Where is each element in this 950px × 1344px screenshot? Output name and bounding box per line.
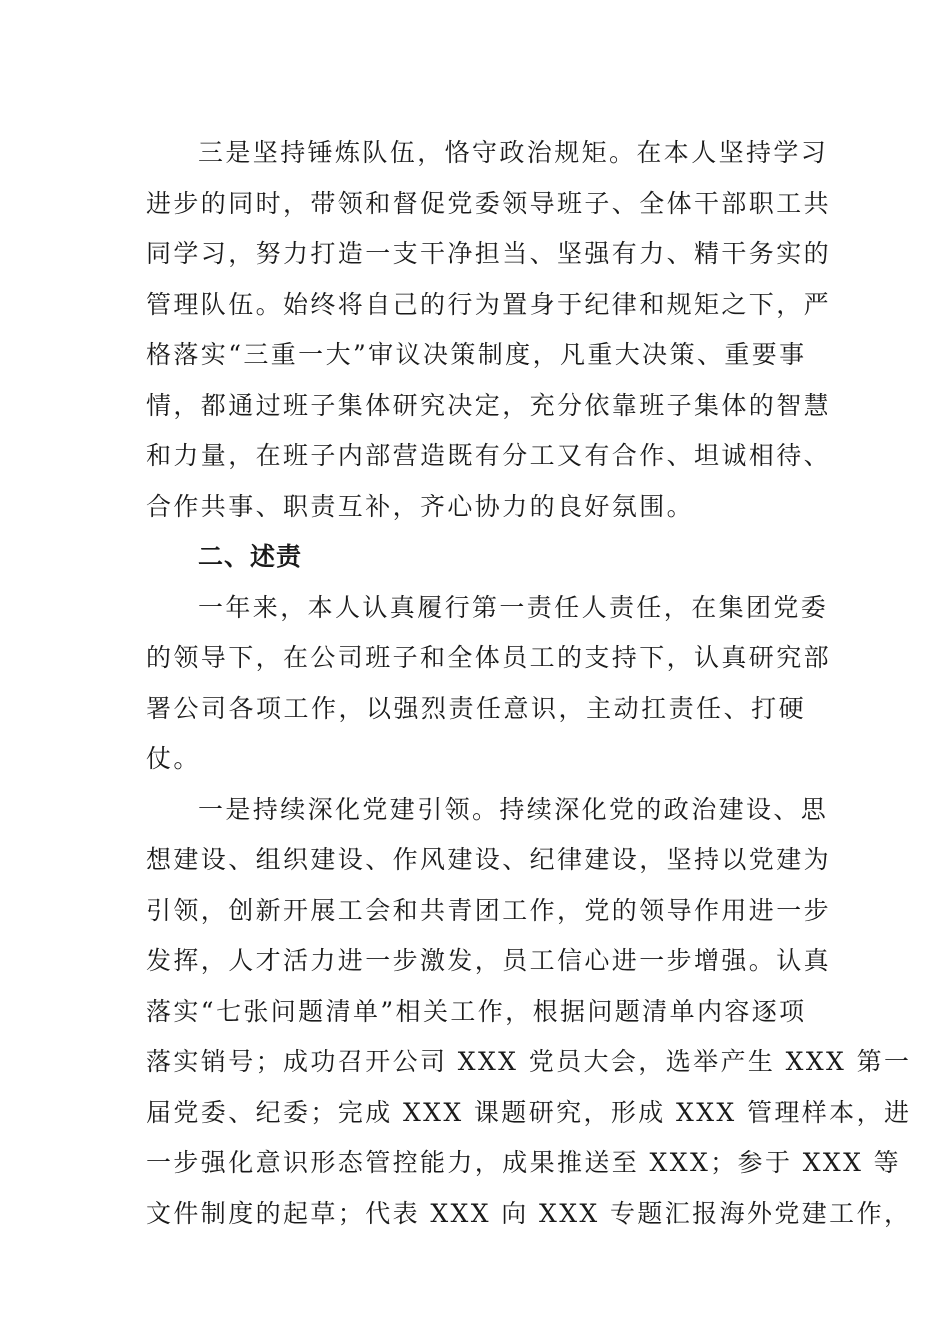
paragraph-team-building bbox=[146, 128, 832, 532]
text-line: 的领导下，在公司班子和全体员工的支持下，认真研究部 bbox=[146, 643, 832, 672]
text-line: 发挥，人才活力进一步激发，员工信心进一步增强。认真 bbox=[146, 946, 832, 975]
paragraph-duty-intro bbox=[146, 583, 832, 785]
text-line: 一是持续深化党建引领。持续深化党的政治建设、思 bbox=[198, 794, 829, 824]
heading-text: 二、述责 bbox=[198, 542, 303, 571]
paragraph-party-building bbox=[146, 785, 912, 1240]
text-line: 一年来，本人认真履行第一责任人责任，在集团党委 bbox=[198, 592, 829, 622]
text-line: 格落实“三重一大”审议决策制度，凡重大决策、重要事 bbox=[146, 340, 807, 369]
text-line: 管理队伍。始终将自己的行为置身于纪律和规矩之下，严 bbox=[146, 289, 832, 319]
text-line: 情，都通过班子集体研究决定，充分依靠班子集体的智慧 bbox=[146, 390, 832, 420]
text-line: 想建设、组织建设、作风建设、纪律建设，坚持以党建为 bbox=[146, 845, 832, 874]
text-line: 三是坚持锤炼队伍，恪守政治规矩。在本人坚持学习 bbox=[198, 138, 829, 167]
text-line: 仗。 bbox=[146, 744, 201, 773]
section-heading bbox=[146, 532, 806, 583]
text-line: 届党委、纪委；完成 XXX 课题研究，形成 XXX 管理样本，进 bbox=[146, 1097, 912, 1127]
text-line: 和力量，在班子内部营造既有分工又有合作、坦诚相待、 bbox=[146, 441, 832, 470]
text-line: 进步的同时，带领和督促党委领导班子、全体干部职工共 bbox=[146, 188, 832, 218]
text-line: 合作共事、职责互补，齐心协力的良好氛围。 bbox=[146, 491, 695, 521]
text-line: 落实“七张问题清单”相关工作，根据问题清单内容逐项 bbox=[146, 996, 807, 1026]
text-line: 文件制度的起草；代表 XXX 向 XXX 专题汇报海外党建工作， bbox=[146, 1198, 912, 1228]
text-line: 署公司各项工作，以强烈责任意识，主动扛责任、打硬 bbox=[146, 693, 806, 723]
text-line: 落实销号；成功召开公司 XXX 党员大会，选举产生 XXX 第一 bbox=[146, 1047, 912, 1076]
text-line: 引领，创新开展工会和共青团工作，党的领导作用进一步 bbox=[146, 895, 832, 925]
document-body bbox=[146, 128, 912, 1239]
text-line: 一步强化意识形态管控能力，成果推送至 XXX；参于 XXX 等 bbox=[146, 1148, 902, 1177]
text-line: 同学习，努力打造一支干净担当、坚强有力、精干务实的 bbox=[146, 239, 832, 268]
